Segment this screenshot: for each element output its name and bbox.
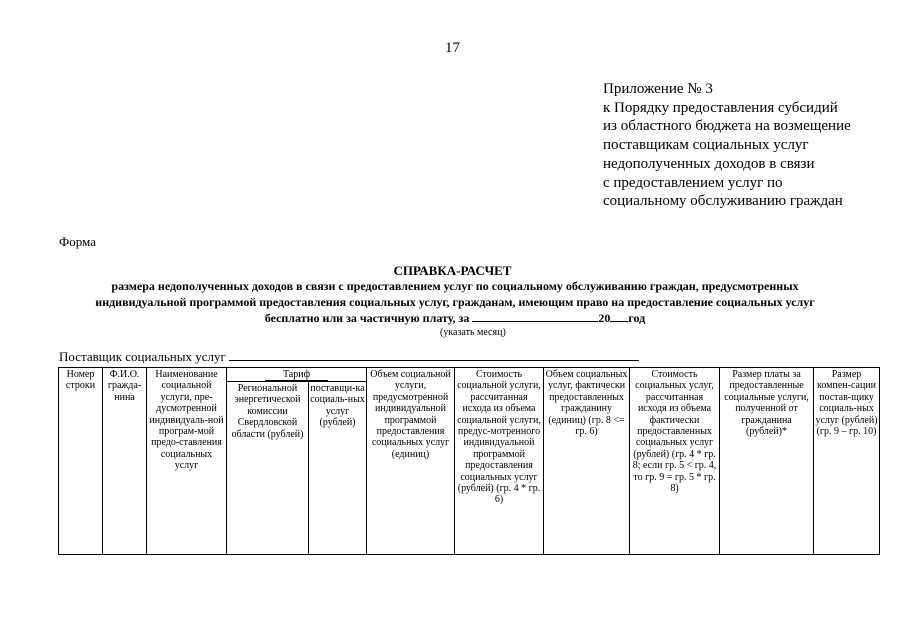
month-hint: (указать месяц) [440,327,506,338]
header-cost-actual: Стоимость социальных услуг, рассчитанная исходя из объема фактически предоставленных социальных услуг (рублей) (гр. 4 * гр. 8; если гр. 5 < гр. 4, то гр. 9 = гр. 5 * гр. 8) [630,368,720,555]
header-volume-planned: Объем социальной услуги, предусмотренной индивидуальной программой предоставления социальных услуг (единиц) [367,368,455,555]
subtitle-line-2: индивидуальной программой предоставления социальных услуг, гражданам, имеющим право на предоставление социальных услуг [95,295,815,309]
header-row-number: Номер строки [59,368,103,555]
document-title: СПРАВКА-РАСЧЕТ [393,263,512,278]
header-tariff [227,368,367,382]
supplier-blank[interactable] [229,349,639,361]
appendix-line: Приложение № 3 [603,81,713,97]
year-suffix: год [628,311,646,325]
header-cost-planned: Стоимость социальной услуги, рассчитанная исхода из объема социальной услуги, предус-мотренного индивидуальной программой предоставления социальных услуг (рублей) (гр. 4 * гр. 6) [455,368,544,555]
calculation-table [58,367,880,555]
header-citizen-name: Ф.И.О. гражда-нина [103,368,147,555]
appendix-line: социальному обслуживанию граждан [603,193,843,210]
header-tariff-rec: Региональной энергетической комиссии Свердловской области (рублей) [227,382,309,555]
header-payment: Размер платы за предоставленные социальные услуги, полученной от гражданина (рублей)* [720,368,814,555]
header-compensation: Размер компен-сации постав-щику социаль-ных услуг (рублей) (гр. 9 – гр. 10) [814,368,880,555]
appendix-line: поставщикам социальных услуг [603,137,809,154]
appendix-line: к Порядку предоставления субсидий [603,99,838,116]
header-service-name: Наименование социальной услуги, пре-дусмотренной индивидуаль-ной програм-мой предо-ставления социальных услуг [147,368,227,555]
appendix-line: недополученных доходов в связи [603,155,815,172]
document-subtitle [40,278,870,326]
header-tariff-label: Тариф [265,370,328,381]
year-prefix: 20 [598,311,611,325]
header-tariff-provider: поставщи-ка социаль-ных услуг (рублей) [309,382,367,555]
supplier-line [59,349,639,365]
appendix-block [603,80,893,211]
period-prefix: бесплатно или за частичную плату, за [264,311,470,325]
subtitle-line-3 [40,310,870,326]
year-blank[interactable] [610,311,628,322]
supplier-label: Поставщик социальных услуг [59,349,226,364]
subtitle-line-1: размера недополученных доходов в связи с предоставлением услуг по социальному обслуживанию граждан, предусмотренных [111,279,799,293]
form-label: Форма [59,234,96,249]
header-volume-actual: Объем социальных услуг, фактически предоставленных гражданину (единиц) (гр. 8 <= гр. 6) [544,368,630,555]
month-blank[interactable] [472,311,598,322]
page-number: 17 [445,40,460,56]
appendix-line: с предоставлением услуг по [603,174,783,191]
appendix-line: из областного бюджета на возмещение [603,118,851,135]
